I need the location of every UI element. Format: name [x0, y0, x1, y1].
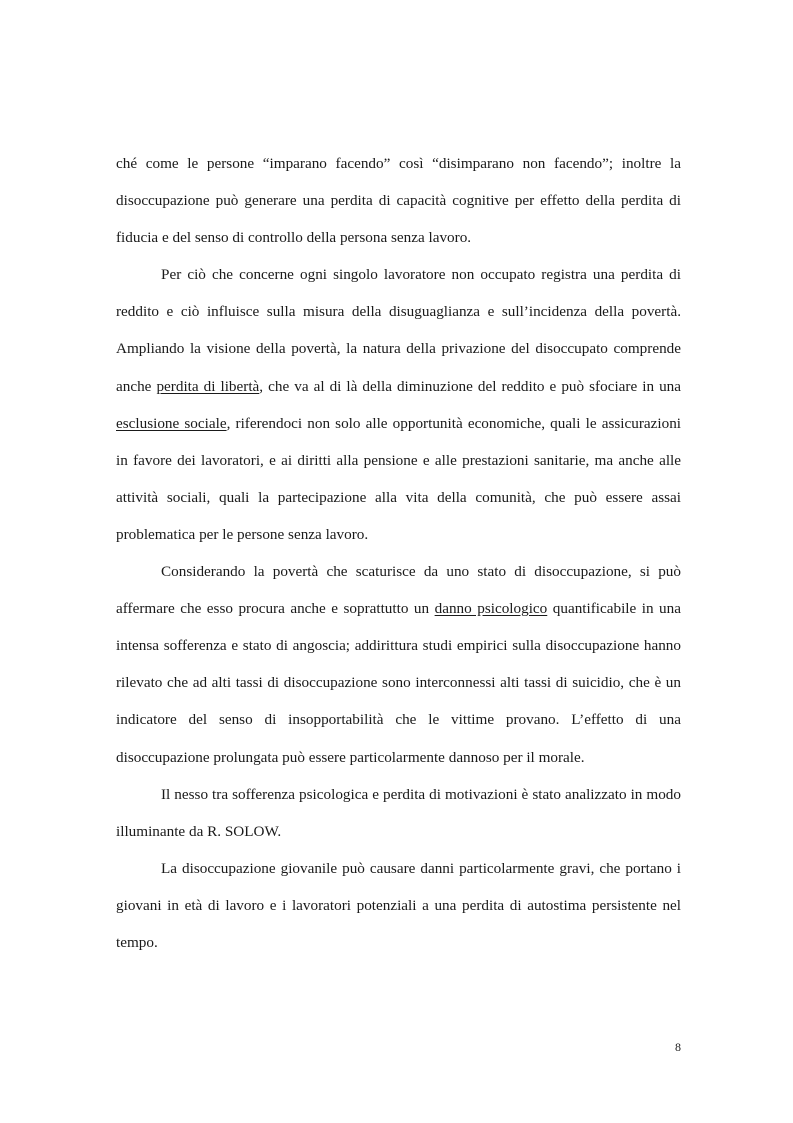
paragraph-4-text: Il nesso tra sofferenza psicologica e perdita di motivazioni è stato analizzato in modo illuminante da R. SOLOW. [116, 785, 681, 840]
paragraph-1-text: ché come le persone “imparano facendo” così “disimparano non facendo”; inoltre la disoccupazione può generare una perdita di capacità cognitive per effetto della perdita di fiducia e del senso di controllo della persona senza lavoro. [116, 155, 681, 247]
paragraph-5 [116, 850, 681, 961]
paragraph-2-text: Per ciò che concerne ogni singolo lavoratore non occupato registra una perdita di reddito e ciò influisce sulla misura della disuguaglianza e sull’incidenza della povertà. Ampliando la visione della povertà, la natura della privazione del disoccupato comprende anche [116, 266, 681, 395]
paragraph-5-text: La disoccupazione giovanile può causare danni particolarmente gravi, che portano i giovani in età di lavoro e i lavoratori potenziali a una perdita di autostima persistente nel tempo. [116, 859, 681, 951]
paragraph-2-tail: , riferendoci non solo alle opportunità economiche, quali le assicurazioni in favore dei lavoratori, e ai diritti alla pensione e alle prestazioni sanitarie, ma anche alle attività sociali, quali la partecipazione alla vita della comunità, che può essere assai problematica per le persone senza lavoro. [116, 414, 682, 543]
paragraph-4 [116, 776, 681, 850]
body-text [116, 145, 681, 961]
paragraph-2 [116, 256, 681, 553]
paragraph-3 [116, 553, 681, 776]
underlined-term-perdita-di-liberta: perdita di libertà [156, 377, 260, 395]
underlined-term-danno-psicologico: danno psicologico [434, 600, 548, 618]
paragraph-3-tail: quantificabile in una intensa sofferenza e stato di angoscia; addirittura studi empirici sulla disoccupazione hanno rilevato che ad alti tassi di disoccupazione sono interconnessi alti tassi di suicidio, che è un indicatore del senso di insopportabilità che le vittime provano. L’effetto di una disoccupazione prolungata può essere particolarmente dannoso per il morale. [116, 600, 681, 766]
underlined-term-esclusione-sociale: esclusione sociale [116, 414, 227, 432]
paragraph-1 [116, 145, 681, 256]
paragraph-3-head: Considerando la povertà che scaturisce da uno stato di disoccupazione, si può affermare che esso procura anche e soprattutto un [116, 563, 681, 618]
page-number: 8 [675, 1040, 681, 1054]
paragraph-2-mid: , che va al di là della diminuzione del reddito e può sfociare in una [259, 377, 681, 395]
